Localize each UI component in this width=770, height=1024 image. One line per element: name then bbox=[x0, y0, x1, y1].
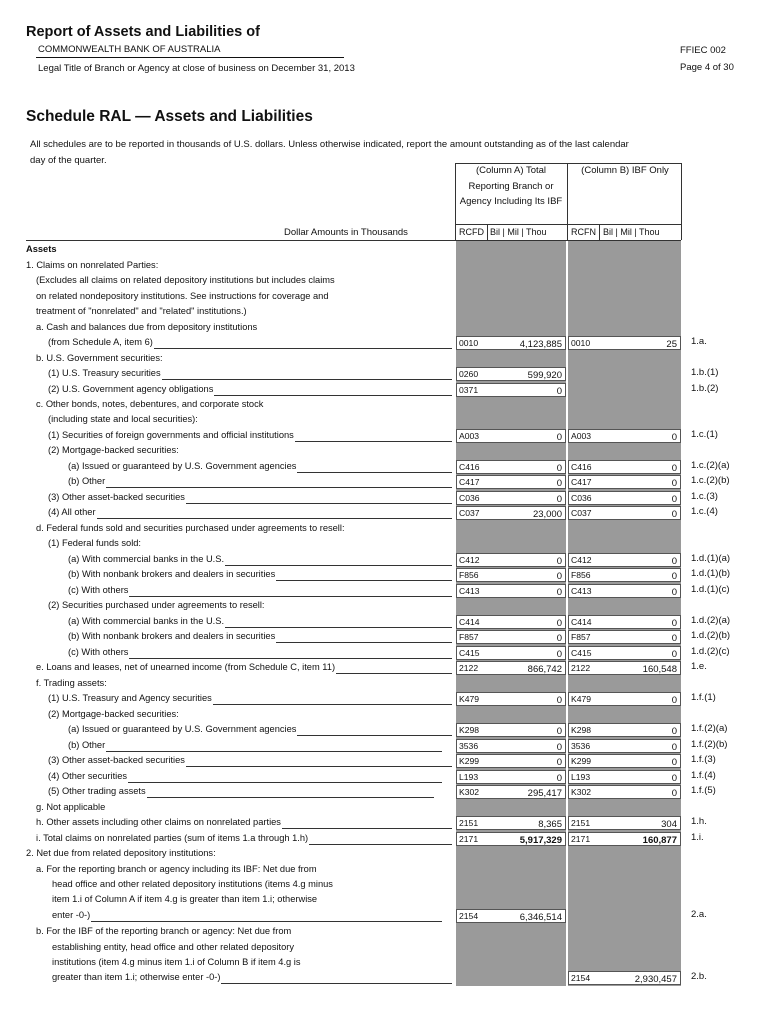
item-code: C415 bbox=[571, 648, 592, 658]
amount-value: 0 bbox=[671, 618, 677, 629]
leader-line bbox=[97, 518, 452, 519]
leader-line bbox=[336, 673, 452, 674]
row-label: i. Total claims on nonrelated parties (sum of items 1.a through 1.h) bbox=[36, 833, 309, 843]
row-label: (a) With commercial banks in the U.S. bbox=[68, 616, 225, 626]
item-code: 2171 bbox=[571, 834, 591, 844]
col-b-amount-cell[interactable] bbox=[568, 739, 681, 753]
row-label: a. Cash and balances due from depository institutions bbox=[36, 322, 258, 332]
col-b-left-border bbox=[567, 163, 568, 240]
item-code: C413 bbox=[459, 586, 480, 596]
col-b-heading: (Column B) IBF Only bbox=[581, 165, 669, 176]
item-code: K299 bbox=[459, 756, 480, 766]
row-label: (from Schedule A, item 6) bbox=[48, 337, 153, 347]
form-id: FFIEC 002 bbox=[680, 45, 726, 56]
leader-line bbox=[128, 782, 442, 783]
item-reference: 1.d.(2)(b) bbox=[691, 630, 731, 641]
col-a-amount-cell[interactable] bbox=[456, 646, 566, 660]
row-label: a. For the reporting branch or agency including its IBF: Net due from bbox=[36, 864, 317, 874]
item-reference: 1.c.(4) bbox=[691, 506, 718, 517]
leader-line bbox=[213, 704, 452, 705]
col-b-amount-cell[interactable] bbox=[568, 336, 681, 350]
bank-name: COMMONWEALTH BANK OF AUSTRALIA bbox=[38, 44, 221, 55]
amount-value: 0 bbox=[671, 571, 677, 582]
row-label: (2) U.S. Government agency obligations bbox=[48, 384, 214, 394]
amount-value: 0 bbox=[556, 757, 562, 768]
row-label: (1) Securities of foreign governments and official institutions bbox=[48, 430, 294, 440]
amount-value: 0 bbox=[671, 726, 677, 737]
col-a-shading bbox=[456, 241, 566, 986]
leader-line bbox=[154, 348, 452, 349]
amount-value: 0 bbox=[556, 571, 562, 582]
amount-value: 0 bbox=[556, 649, 562, 660]
item-reference: 1.d.(1)(a) bbox=[691, 553, 731, 564]
row-label: Assets bbox=[26, 244, 57, 254]
leader-line bbox=[106, 487, 452, 488]
item-reference: 1.f.(2)(b) bbox=[691, 739, 728, 750]
amount-value: 304 bbox=[661, 819, 677, 830]
item-code: 2171 bbox=[459, 834, 479, 844]
col-a-amount-cell[interactable] bbox=[456, 630, 566, 644]
row-label: 2. Net due from related depository institutions: bbox=[26, 848, 216, 858]
leader-line bbox=[297, 735, 452, 736]
rcfn-label: RCFN bbox=[571, 227, 596, 237]
amount-value: 0 bbox=[671, 695, 677, 706]
col-a-amount-cell[interactable] bbox=[456, 491, 566, 505]
row-label: institutions (item 4.g minus item 1.i of Column B if item 4.g is bbox=[52, 957, 301, 967]
row-label: item 1.i of Column A if item 4.g is greater than item 1.i; otherwise bbox=[52, 894, 318, 904]
col-b-amount-cell[interactable] bbox=[568, 971, 681, 985]
row-label: (Excludes all claims on related depository institutions but includes claims bbox=[36, 275, 335, 285]
item-code: C416 bbox=[459, 462, 480, 472]
amount-value: 0 bbox=[556, 633, 562, 644]
row-label: (a) Issued or guaranteed by U.S. Government agencies bbox=[68, 724, 297, 734]
col-b-amount-cell[interactable] bbox=[568, 816, 681, 830]
item-reference: 1.h. bbox=[691, 816, 707, 827]
amount-value: 0 bbox=[671, 633, 677, 644]
item-code: C412 bbox=[459, 555, 480, 565]
amount-value: 0 bbox=[671, 773, 677, 784]
item-reference: 2.a. bbox=[691, 909, 707, 920]
row-label: (3) Other asset-backed securities bbox=[48, 492, 185, 502]
leader-line bbox=[129, 658, 452, 659]
item-reference: 1.b.(1) bbox=[691, 367, 719, 378]
leader-line bbox=[186, 503, 452, 504]
col-a-units: Bil | Mil | Thou bbox=[490, 227, 547, 237]
row-label: b. U.S. Government securities: bbox=[36, 353, 163, 363]
col-a-amount-cell[interactable] bbox=[456, 475, 566, 489]
col-a-amount-cell[interactable] bbox=[456, 832, 566, 846]
amount-value: 0 bbox=[556, 726, 562, 737]
col-b-amount-cell[interactable] bbox=[568, 646, 681, 660]
item-reference: 1.d.(2)(c) bbox=[691, 646, 730, 657]
report-title: Report of Assets and Liabilities of bbox=[26, 24, 260, 40]
col-a-amount-cell[interactable] bbox=[456, 816, 566, 830]
item-code: K298 bbox=[571, 725, 592, 735]
col-a-left-border bbox=[455, 163, 456, 240]
row-label: (1) Federal funds sold: bbox=[48, 538, 142, 548]
row-label: (1) U.S. Treasury and Agency securities bbox=[48, 693, 212, 703]
col-b-amount-cell[interactable] bbox=[568, 491, 681, 505]
leader-line bbox=[297, 472, 452, 473]
col-a-amount-cell[interactable] bbox=[456, 909, 566, 923]
amount-value: 0 bbox=[671, 494, 677, 505]
col-a-amount-cell[interactable] bbox=[456, 739, 566, 753]
amount-value: 0 bbox=[671, 556, 677, 567]
leader-line bbox=[129, 596, 452, 597]
amount-value: 0 bbox=[556, 587, 562, 598]
item-reference: 1.f.(1) bbox=[691, 692, 716, 703]
col-a-amount-cell[interactable] bbox=[456, 785, 566, 799]
row-label: h. Other assets including other claims on nonrelated parties bbox=[36, 817, 281, 827]
row-label: (4) All other bbox=[48, 507, 96, 517]
row-label: (a) Issued or guaranteed by U.S. Government agencies bbox=[68, 461, 297, 471]
item-code: 2122 bbox=[459, 663, 479, 673]
col-a-amount-cell[interactable] bbox=[456, 553, 566, 567]
item-reference: 1.c.(2)(a) bbox=[691, 460, 730, 471]
item-reference: 1.f.(2)(a) bbox=[691, 723, 728, 734]
rcfd-label: RCFD bbox=[459, 227, 484, 237]
item-code: L193 bbox=[459, 772, 479, 782]
col-a-amount-cell[interactable] bbox=[456, 383, 566, 397]
item-reference: 1.d.(1)(b) bbox=[691, 568, 731, 579]
row-label: on related nondepository institutions. See instructions for coverage and bbox=[36, 291, 329, 301]
leader-line bbox=[221, 983, 452, 984]
amount-value: 160,548 bbox=[642, 664, 677, 675]
col-b-amount-cell[interactable] bbox=[568, 615, 681, 629]
leader-line bbox=[186, 766, 452, 767]
item-code: 0260 bbox=[459, 369, 479, 379]
col-a-amount-cell[interactable] bbox=[456, 460, 566, 474]
item-code: 2122 bbox=[571, 663, 591, 673]
row-label: treatment of "nonrelated" and "related" institutions.) bbox=[36, 306, 247, 316]
row-label: (b) With nonbank brokers and dealers in securities bbox=[68, 631, 276, 641]
item-reference: 1.b.(2) bbox=[691, 383, 719, 394]
legal-title-caption: Legal Title of Branch or Agency at close of business on December 31, 2013 bbox=[38, 63, 355, 74]
col-b-amount-cell[interactable] bbox=[568, 475, 681, 489]
col-b-amount-cell[interactable] bbox=[568, 770, 681, 784]
col-b-amount-cell[interactable] bbox=[568, 568, 681, 582]
col-a-amount-cell[interactable] bbox=[456, 770, 566, 784]
subheader-top-rule bbox=[455, 224, 681, 225]
col-a-amount-cell[interactable] bbox=[456, 367, 566, 381]
col-b-amount-cell[interactable] bbox=[568, 723, 681, 737]
amount-value: 4,123,885 bbox=[519, 339, 562, 350]
row-label: greater than item 1.i; otherwise enter -0-) bbox=[52, 972, 221, 982]
amount-value: 25 bbox=[666, 339, 677, 350]
amount-value: 0 bbox=[671, 757, 677, 768]
row-label: d. Federal funds sold and securities purchased under agreements to resell: bbox=[36, 523, 345, 533]
row-label: (c) With others bbox=[68, 585, 129, 595]
col-a-amount-cell[interactable] bbox=[456, 568, 566, 582]
item-reference: 1.f.(5) bbox=[691, 785, 716, 796]
item-code: C413 bbox=[571, 586, 592, 596]
col-a-amount-cell[interactable] bbox=[456, 723, 566, 737]
amount-value: 0 bbox=[556, 773, 562, 784]
col-a-heading: (Column A) Total Reporting Branch or Agency Including Its IBF bbox=[459, 165, 563, 207]
amount-value: 2,930,457 bbox=[634, 974, 677, 985]
col-b-amount-cell[interactable] bbox=[568, 630, 681, 644]
item-code: F856 bbox=[459, 570, 479, 580]
row-label: c. Other bonds, notes, debentures, and corporate stock bbox=[36, 399, 264, 409]
amount-value: 0 bbox=[556, 618, 562, 629]
item-code: C417 bbox=[571, 477, 592, 487]
item-code: A003 bbox=[459, 431, 480, 441]
col-b-amount-cell[interactable] bbox=[568, 553, 681, 567]
row-label: g. Not applicable bbox=[36, 802, 106, 812]
schedule-intro: All schedules are to be reported in thousands of U.S. dollars. Unless otherwise indicated, report the amount outstanding as of the last calendar day of the quarter. bbox=[30, 139, 629, 166]
leader-line bbox=[295, 441, 452, 442]
row-label: (including state and local securities): bbox=[48, 414, 198, 424]
page-number: Page 4 of 30 bbox=[680, 62, 734, 73]
item-code: K479 bbox=[571, 694, 592, 704]
item-reference: 1.c.(3) bbox=[691, 491, 718, 502]
col-b-shading bbox=[568, 241, 681, 986]
rcfd-divider bbox=[487, 224, 488, 240]
amount-value: 0 bbox=[671, 587, 677, 598]
amount-value: 0 bbox=[671, 788, 677, 799]
item-code: 2154 bbox=[571, 973, 591, 983]
amount-value: 0 bbox=[671, 649, 677, 660]
item-code: C415 bbox=[459, 648, 480, 658]
item-reference: 1.c.(1) bbox=[691, 429, 718, 440]
row-label: (3) Other asset-backed securities bbox=[48, 755, 185, 765]
col-b-amount-cell[interactable] bbox=[568, 832, 681, 846]
item-code: K299 bbox=[571, 756, 592, 766]
row-label: enter -0-) bbox=[52, 910, 91, 920]
amount-value: 8,365 bbox=[538, 819, 562, 830]
amount-value: 23,000 bbox=[532, 509, 562, 520]
item-code: 0010 bbox=[459, 338, 479, 348]
item-reference: 2.b. bbox=[691, 971, 707, 982]
item-code: C412 bbox=[571, 555, 592, 565]
amount-value: 0 bbox=[556, 742, 562, 753]
leader-line bbox=[282, 828, 452, 829]
item-code: 0371 bbox=[459, 385, 479, 395]
col-a-amount-cell[interactable] bbox=[456, 754, 566, 768]
col-b-amount-cell[interactable] bbox=[568, 692, 681, 706]
amount-value: 0 bbox=[671, 509, 677, 520]
amount-value: 295,417 bbox=[527, 788, 562, 799]
col-b-amount-cell[interactable] bbox=[568, 584, 681, 598]
col-a-amount-cell[interactable] bbox=[456, 506, 566, 520]
col-a-amount-cell[interactable] bbox=[456, 615, 566, 629]
leader-line bbox=[147, 797, 434, 798]
rcfn-divider bbox=[599, 224, 600, 240]
row-label: e. Loans and leases, net of unearned income (from Schedule C, item 11) bbox=[36, 662, 336, 672]
item-code: 0010 bbox=[571, 338, 591, 348]
item-code: C037 bbox=[459, 508, 480, 518]
item-code: 3536 bbox=[459, 741, 479, 751]
item-code: A003 bbox=[571, 431, 592, 441]
amount-value: 0 bbox=[671, 478, 677, 489]
item-reference: 1.e. bbox=[691, 661, 707, 672]
item-code: K479 bbox=[459, 694, 480, 704]
leader-line bbox=[162, 379, 452, 380]
item-code: L193 bbox=[571, 772, 591, 782]
item-code: C037 bbox=[571, 508, 592, 518]
col-a-amount-cell[interactable] bbox=[456, 429, 566, 443]
row-label: (2) Securities purchased under agreements to resell: bbox=[48, 600, 265, 610]
item-reference: 1.c.(2)(b) bbox=[691, 475, 730, 486]
leader-line bbox=[106, 751, 442, 752]
item-reference: 1.a. bbox=[691, 336, 707, 347]
item-code: C414 bbox=[459, 617, 480, 627]
item-reference: 1.d.(1)(c) bbox=[691, 584, 730, 595]
row-label: (b) Other bbox=[68, 740, 106, 750]
row-label: (2) Mortgage-backed securities: bbox=[48, 445, 179, 455]
item-code: C036 bbox=[571, 493, 592, 503]
item-reference: 1.f.(4) bbox=[691, 770, 716, 781]
item-code: K302 bbox=[459, 787, 480, 797]
amount-value: 0 bbox=[556, 432, 562, 443]
item-code: 3536 bbox=[571, 741, 591, 751]
amount-value: 866,742 bbox=[527, 664, 562, 675]
amount-value: 0 bbox=[556, 494, 562, 505]
item-code: F856 bbox=[571, 570, 591, 580]
schedule-title: Schedule RAL — Assets and Liabilities bbox=[26, 108, 313, 125]
col-b-amount-cell[interactable] bbox=[568, 754, 681, 768]
row-label: 1. Claims on nonrelated Parties: bbox=[26, 260, 159, 270]
row-label: (1) U.S. Treasury securities bbox=[48, 368, 161, 378]
row-label: (b) Other bbox=[68, 476, 106, 486]
row-label: (5) Other trading assets bbox=[48, 786, 146, 796]
item-code: C416 bbox=[571, 462, 592, 472]
col-a-amount-cell[interactable] bbox=[456, 692, 566, 706]
col-a-amount-cell[interactable] bbox=[456, 584, 566, 598]
item-code: C036 bbox=[459, 493, 480, 503]
col-b-amount-cell[interactable] bbox=[568, 785, 681, 799]
item-code: C417 bbox=[459, 477, 480, 487]
leader-line bbox=[276, 580, 452, 581]
row-label: f. Trading assets: bbox=[36, 678, 107, 688]
col-b-amount-cell[interactable] bbox=[568, 506, 681, 520]
amount-value: 5,917,329 bbox=[519, 835, 562, 846]
amount-value: 0 bbox=[556, 478, 562, 489]
item-reference: 1.f.(3) bbox=[691, 754, 716, 765]
amount-value: 0 bbox=[556, 695, 562, 706]
row-label: (c) With others bbox=[68, 647, 129, 657]
amount-value: 0 bbox=[671, 463, 677, 474]
col-a-amount-cell[interactable] bbox=[456, 336, 566, 350]
row-label: (4) Other securities bbox=[48, 771, 128, 781]
item-reference: 1.d.(2)(a) bbox=[691, 615, 731, 626]
col-b-amount-cell[interactable] bbox=[568, 460, 681, 474]
amount-value: 0 bbox=[671, 742, 677, 753]
item-code: F857 bbox=[459, 632, 479, 642]
leader-line bbox=[91, 921, 442, 922]
row-label: head office and other related depository institutions (items 4.g minus bbox=[52, 879, 333, 889]
row-label: establishing entity, head office and other related depository bbox=[52, 942, 295, 952]
amount-value: 0 bbox=[556, 386, 562, 397]
amount-value: 160,877 bbox=[642, 835, 677, 846]
item-reference: 1.i. bbox=[691, 832, 704, 843]
amount-value: 0 bbox=[556, 463, 562, 474]
item-code: K298 bbox=[459, 725, 480, 735]
amount-value: 599,920 bbox=[527, 370, 562, 381]
leader-line bbox=[225, 565, 452, 566]
leader-line bbox=[309, 844, 452, 845]
col-b-right-border bbox=[681, 163, 682, 240]
col-b-units: Bil | Mil | Thou bbox=[603, 227, 660, 237]
bank-name-underline bbox=[36, 57, 344, 58]
item-code: 2151 bbox=[459, 818, 479, 828]
item-code: F857 bbox=[571, 632, 591, 642]
row-label: (b) With nonbank brokers and dealers in securities bbox=[68, 569, 276, 579]
amount-value: 6,346,514 bbox=[519, 912, 562, 923]
row-label: b. For the IBF of the reporting branch or agency: Net due from bbox=[36, 926, 292, 936]
item-code: 2154 bbox=[459, 911, 479, 921]
col-b-amount-cell[interactable] bbox=[568, 429, 681, 443]
col-b-amount-cell[interactable] bbox=[568, 661, 681, 675]
amount-value: 0 bbox=[556, 556, 562, 567]
leader-line bbox=[225, 627, 452, 628]
item-code: 2151 bbox=[571, 818, 591, 828]
row-label: (2) Mortgage-backed securities: bbox=[48, 709, 179, 719]
col-a-amount-cell[interactable] bbox=[456, 661, 566, 675]
leader-line bbox=[276, 642, 452, 643]
leader-line bbox=[214, 395, 452, 396]
item-code: C414 bbox=[571, 617, 592, 627]
row-label: (a) With commercial banks in the U.S. bbox=[68, 554, 225, 564]
unit-label: Dollar Amounts in Thousands bbox=[284, 227, 408, 238]
amount-value: 0 bbox=[671, 432, 677, 443]
item-code: K302 bbox=[571, 787, 592, 797]
